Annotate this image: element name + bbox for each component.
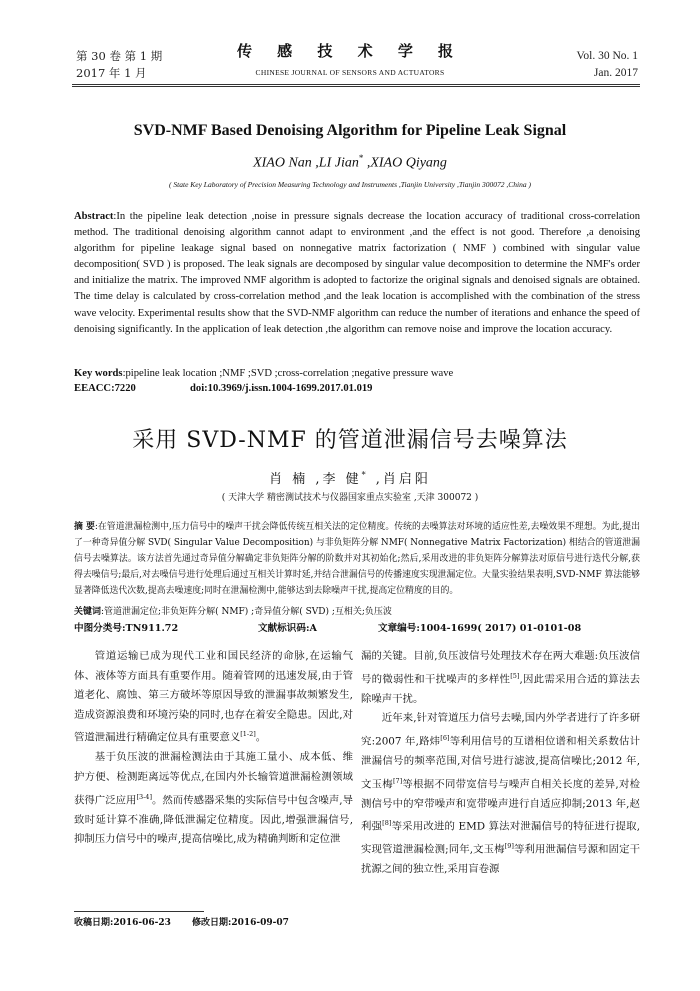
- date-cn: 2017 年 1 月: [76, 66, 147, 80]
- journal-volume-en: [577, 48, 638, 82]
- paragraph-text: 漏的关键。目前,负压波信号处理技术存在两大难题:负压波信号的微弱性和干扰噪声的多样性: [361, 650, 640, 686]
- paragraph-text: 等利用信号的互谱相位谱和相关系数估计泄漏信号的频率范围,对信号进行滤波,提高信噪比;2012 年,文玉梅: [361, 735, 640, 790]
- paragraph-text: 。: [255, 731, 267, 744]
- citation: [7]: [392, 776, 403, 785]
- paragraph-text: 等根据不同带宽信号与噪声自相关长度的差异,对检测信号中的窄带噪声和宽带噪声进行自适应抑制;2013 年,赵利强: [361, 777, 640, 833]
- citation: [3-4]: [136, 792, 152, 801]
- authors-en-tail: ,XIAO Qiyang: [363, 155, 447, 171]
- footnote-rule: [74, 911, 204, 912]
- volume-issue-en: Vol. 30 No. 1: [576, 50, 638, 62]
- keywords-cn: [74, 604, 640, 620]
- received-date: 收稿日期:2016-06-23: [74, 918, 171, 928]
- date-en: Jan. 2017: [593, 67, 638, 79]
- paragraph-text: 基于负压波的泄漏检测法由于其施工量小、成本低、维护方便、检测距离远等优点,在国内外长输管道泄漏检测领域获得广泛应用: [74, 751, 353, 807]
- paragraph-text: 管道运输已成为现代工业和国民经济的命脉,在运输气体、液体等方面具有重要作用。随着管网的迅速发展,由于管道老化、腐蚀、第三方破坏等原因导致的泄漏事故频繁发生,造成资源浪费和环境污染的同时,也存在着安全隐患。因此,对管道泄漏进行精确定位具有重要意义: [74, 650, 353, 744]
- paragraph: [74, 748, 353, 849]
- document-code: 文献标识码:A: [258, 623, 317, 634]
- keywords-en: [74, 366, 640, 382]
- citation: [9]: [504, 842, 514, 851]
- abstract-text-en: :In the pipeline leak detection ,noise in pressure signals decrease the location accuracy of traditional cross-correlation method. The traditional denoising algorithm cannot adapt to environment ,and the effect is not good. Therefore ,a denoising algorithm for pipeline leakage signal based on nonnegative matrix factorization ( NMF ) combined with singular value decomposition( SVD ) is proposed. The leak signals are decomposed by singular value decomposition to determine the NMF's order and initialize the matrix. The improved NMF algorithm is adopted to factorize the original signals and denoised signals are obtained. The time delay is calculated by cross-correlation method ,and the leak location is accomplished with the combination of the stress wave velocity. Experimental results show that the SVD-NMF algorithm can reduce the number of iterations and enhance the speed of denoising significantly. In the application of leak detection ,the algorithm can remove noise and improve the location accuracy.: [74, 211, 640, 335]
- volume-issue-cn: 第 30 卷 第 1 期: [76, 49, 163, 63]
- keywords-text-en: :pipeline leak location ;NMF ;SVD ;cross-correlation ;negative pressure wave: [122, 368, 454, 379]
- journal-name-cn: 传 感 技 术 学 报: [236, 42, 464, 60]
- keywords-label-cn: 关键词: [74, 607, 102, 617]
- authors-en-names: XIAO Nan ,LI Jian: [253, 155, 359, 171]
- clc-number: 中图分类号:TN911.72: [74, 623, 179, 634]
- paper-title-en: SVD-NMF Based Denoising Algorithm for Pipeline Leak Signal: [133, 122, 567, 139]
- authors-cn: [0, 468, 700, 487]
- paper-title-cn: 采用 SVD-NMF 的管道泄漏信号去噪算法: [132, 428, 568, 453]
- header-rule-2: [72, 86, 640, 87]
- authors-cn-names: 肖 楠 ,李 健: [269, 472, 362, 487]
- citation: [8]: [382, 819, 392, 828]
- citation: [5]: [510, 671, 520, 680]
- citation: [1-2]: [240, 730, 256, 739]
- authors-en: [0, 153, 700, 172]
- corresponding-mark-cn: *: [361, 470, 369, 480]
- header-rule: [72, 84, 640, 85]
- abstract-label-en: Abstract: [74, 211, 114, 222]
- corresponding-mark: *: [358, 153, 364, 163]
- citation: [6]: [440, 733, 450, 742]
- body-column-left: [74, 647, 353, 850]
- keywords-text-cn: :管道泄漏定位;非负矩阵分解( NMF) ;奇异值分解( SVD) ;互相关;负压波: [101, 607, 392, 617]
- doi: doi:10.3969/j.issn.1004-1699.2017.01.019: [190, 383, 373, 394]
- paragraph: [361, 709, 640, 880]
- body-column-right: [361, 647, 640, 880]
- abstract-text-cn: :在管道泄漏检测中,压力信号中的噪声干扰会降低传统互相关法的定位精度。传统的去噪算法对环境的适应性差,去噪效果不理想。为此,提出了一种奇异值分解 SVD( Singular Value Decomposition) 与非负矩阵分解 NMF( Nonnegative Matrix Factorization) 相结合的管道泄漏信号去噪算法。该方法首先通过奇异值分解确定非负矩阵分解的阶数并对其初始化;然后,采用改进的非负矩阵分解算法对原信号进行迭代分解,获得去噪信号;最后,对去噪信号进行处理后通过互相关计算时延,并结合泄漏信号的传播速度实现泄漏定位。大量实验结果表明,SVD-NMF 算法能够显著降低迭代次数,提高去噪速度;同时在泄漏检测中,能够达到去除噪声干扰,提高定位精度的目的。: [74, 522, 641, 596]
- journal-name-en: CHINESE JOURNAL OF SENSORS AND ACTUATORS: [255, 68, 445, 77]
- abstract-en: [74, 209, 640, 338]
- paragraph-text: 近年来,针对管道压力信号去噪,国内外学者进行了许多研究:2007 年,路炜: [361, 712, 640, 748]
- footnote-dates: [74, 915, 307, 928]
- article-number: 文章编号:1004-1699( 2017) 01-0101-08: [378, 623, 582, 634]
- paragraph-text: 。然而传感器采集的实际信号中包含噪声,导致时延计算不准确,降低泄漏定位精度。因此,增强泄漏信号,抑制压力信号中的噪声,提高信噪比,成为精确判断和定位泄: [74, 794, 353, 846]
- abstract-label-cn: 摘 要: [74, 522, 95, 532]
- revised-date: 修改日期:2016-09-07: [192, 918, 289, 928]
- affiliation-en: ( State Key Laboratory of Precision Measuring Technology and Instruments ,Tianjin University ,Tianjin 300072 ,China ): [169, 180, 531, 189]
- authors-cn-tail: ,肖启阳: [368, 472, 431, 487]
- paragraph-text: 等采用改进的 EMD 算法对泄漏信号的特征进行提取,实现管道泄漏检测;同年,文玉梅: [361, 820, 641, 856]
- paragraph-text: ,因此需采用合适的算法去除噪声干扰。: [361, 673, 641, 705]
- paragraph: [74, 647, 353, 748]
- keywords-label-en: Key words: [74, 368, 123, 379]
- affiliation-cn: ( 天津大学 精密测试技术与仪器国家重点实验室 ,天津 300072 ): [221, 493, 479, 503]
- paragraph-text: 等利用泄漏信号源和固定干扰源之间的独立性,采用盲卷源: [361, 843, 641, 876]
- eeacc-code: EEACC:7220: [74, 383, 136, 394]
- abstract-cn: [74, 520, 640, 600]
- paragraph: [361, 647, 640, 709]
